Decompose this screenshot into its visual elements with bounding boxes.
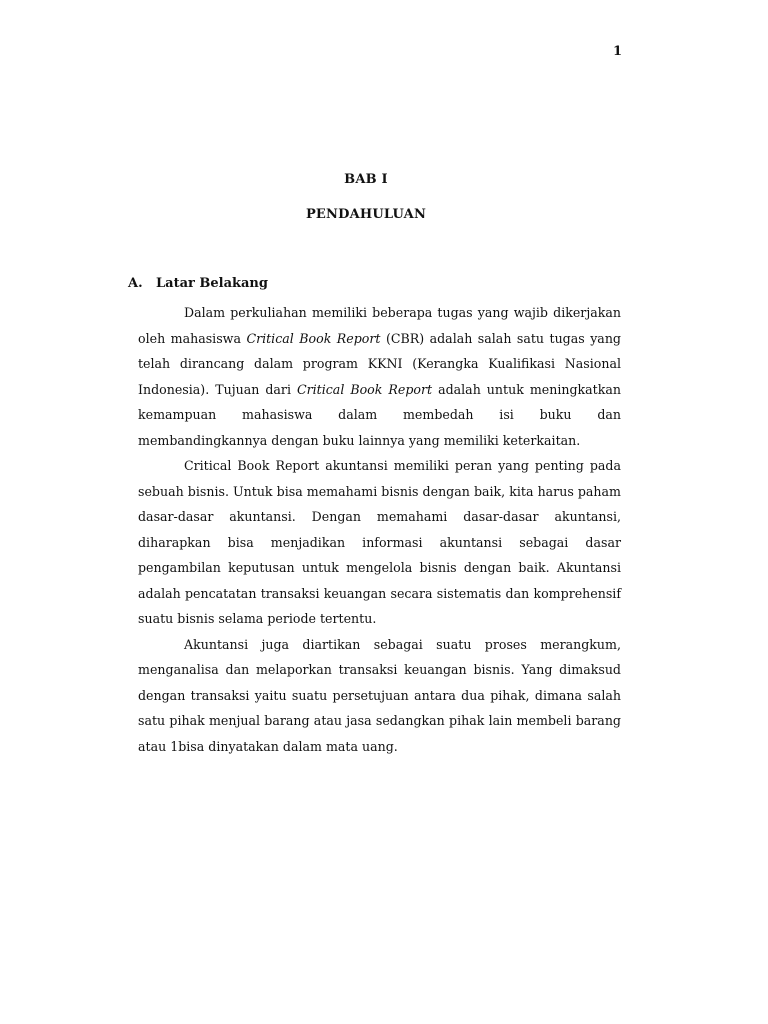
body-text bbox=[138, 300, 621, 759]
section-title: Latar Belakang bbox=[156, 276, 268, 291]
paragraph-1 bbox=[138, 300, 621, 453]
paragraph-1-text-1: Dalam perkuliahan memiliki beberapa tugas yang wajib dikerjakan oleh mahasiswa bbox=[138, 305, 621, 346]
paragraph-2: Critical Book Report akuntansi memiliki peran yang penting pada sebuah bisnis. Untuk bisa memahami bisnis dengan baik, kita harus paham dasar-dasar akuntansi. Dengan memahami dasar-dasar akuntansi, diharapkan bisa menjadikan informasi akuntansi sebagai dasar pengambilan keputusan untuk mengelola bisnis dengan baik. Akuntansi adalah pencatatan transaksi keuangan secara sistematis dan komprehensif suatu bisnis selama periode tertentu. bbox=[138, 458, 621, 626]
paragraph-1-text-3: adalah untuk meningkatkan kemampuan mahasiswa dalam membedah isi buku dan membandingkannya dengan buku lainnya yang memiliki keterkaitan. bbox=[138, 381, 621, 448]
paragraph-1-text-2: (CBR) adalah salah satu tugas yang telah dirancang dalam program KKNI (Kerangka Kualifikasi Nasional Indonesia). Tujuan dari bbox=[138, 330, 621, 397]
paragraph-1-italic-1: Critical Book Report bbox=[246, 330, 381, 346]
section-heading bbox=[128, 276, 268, 291]
chapter-title: PENDAHULUAN bbox=[305, 207, 427, 222]
chapter-label: BAB I bbox=[344, 172, 388, 187]
page-number: 1 bbox=[612, 44, 622, 59]
paragraph-1-italic-2: Critical Book Report bbox=[296, 381, 433, 397]
section-label: A. bbox=[128, 276, 143, 291]
paragraph-3: Akuntansi juga diartikan sebagai suatu proses merangkum, menganalisa dan melaporkan transaksi keuangan bisnis. Yang dimaksud dengan transaksi yaitu suatu persetujuan antara dua pihak, dimana salah satu pihak menjual barang atau jasa sedangkan pihak lain membeli barang atau 1bisa dinyatakan dalam mata uang. bbox=[138, 636, 621, 754]
